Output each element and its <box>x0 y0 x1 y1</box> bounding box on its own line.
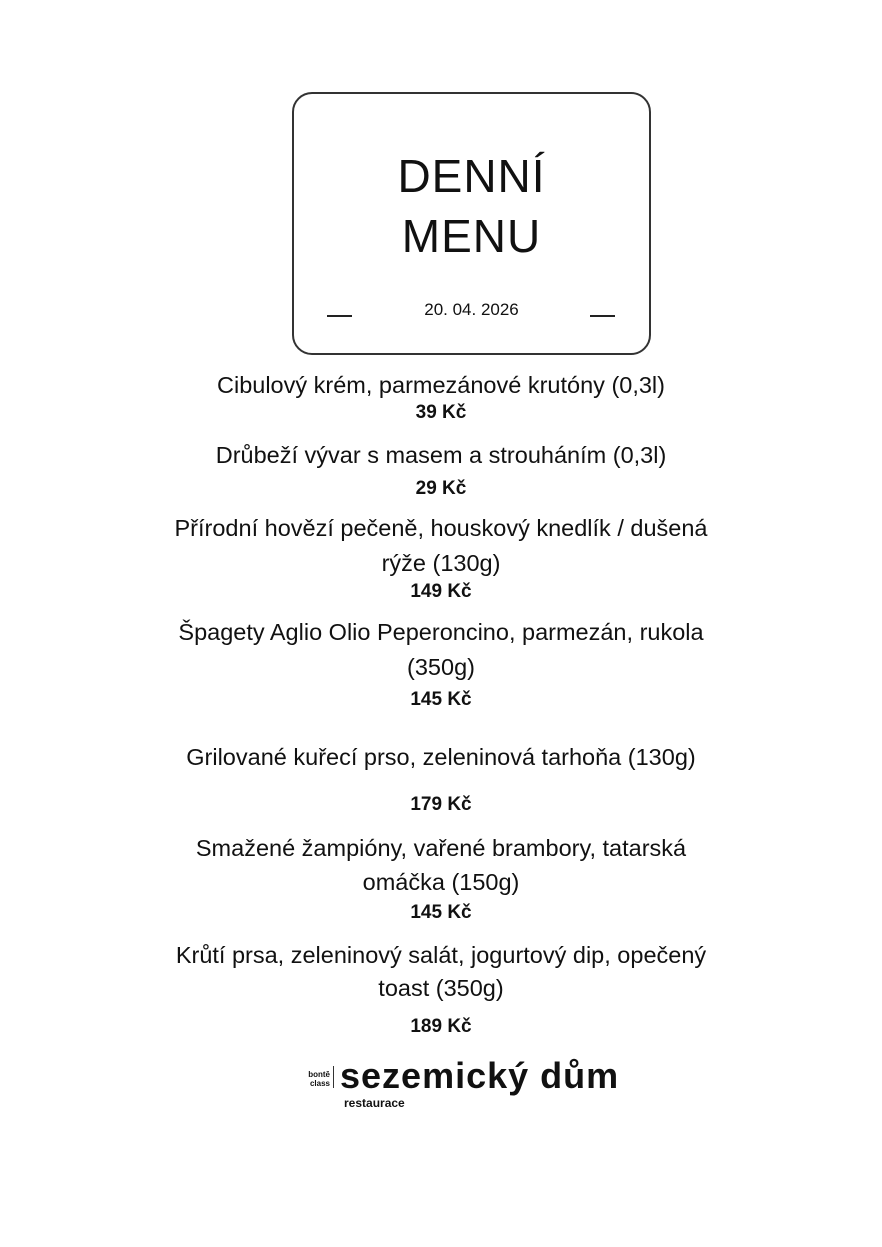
item-3-name-line-1: Přírodní hovězí pečeně, houskový knedlík / dušená <box>174 515 708 541</box>
item-2-name: Drůbeží vývar s masem a strouháním (0,3l) <box>215 442 667 468</box>
logo-small-line-2: class <box>309 1079 330 1088</box>
item-1-price: 39 Kč <box>415 402 467 423</box>
item-6-name-line-1: Smažené žampióny, vařené brambory, tatarská <box>195 835 687 861</box>
title-line-2: MENU <box>401 210 542 262</box>
item-3-price: 149 Kč <box>410 581 472 602</box>
logo-small-line-1: bontē <box>308 1070 330 1079</box>
item-6-price: 145 Kč <box>410 902 472 923</box>
logo-brand-small <box>296 1070 330 1088</box>
menu-header-box <box>292 92 651 355</box>
item-7-name-line-1: Krůtí prsa, zeleninový salát, jogurtový dip, opečený <box>175 942 707 968</box>
item-7-name-line-2: toast (350g) <box>378 975 504 1001</box>
item-2-price: 29 Kč <box>415 478 467 499</box>
item-5-name: Grilované kuřecí prso, zeleninová tarhoňa (130g) <box>186 744 696 770</box>
menu-date: 20. 04. 2026 <box>424 300 519 319</box>
item-3-name-line-2: rýže (130g) <box>381 550 501 576</box>
logo-divider <box>333 1066 334 1088</box>
logo-subtitle: restaurace <box>344 1096 405 1110</box>
item-4-name-line-2: (350g) <box>407 654 475 680</box>
divider-right <box>590 315 615 317</box>
item-5-price: 179 Kč <box>410 794 472 815</box>
restaurant-logo <box>296 1055 656 1114</box>
item-4-price: 145 Kč <box>410 689 472 710</box>
item-1-name: Cibulový krém, parmezánové krutóny (0,3l) <box>217 372 665 398</box>
title-line-1: DENNÍ <box>397 150 546 202</box>
logo-name: sezemický dům <box>340 1055 620 1096</box>
item-7-price: 189 Kč <box>410 1016 472 1037</box>
item-6-name-line-2: omáčka (150g) <box>362 869 520 895</box>
item-4-name-line-1: Špagety Aglio Olio Peperoncino, parmezán, rukola <box>178 619 704 645</box>
